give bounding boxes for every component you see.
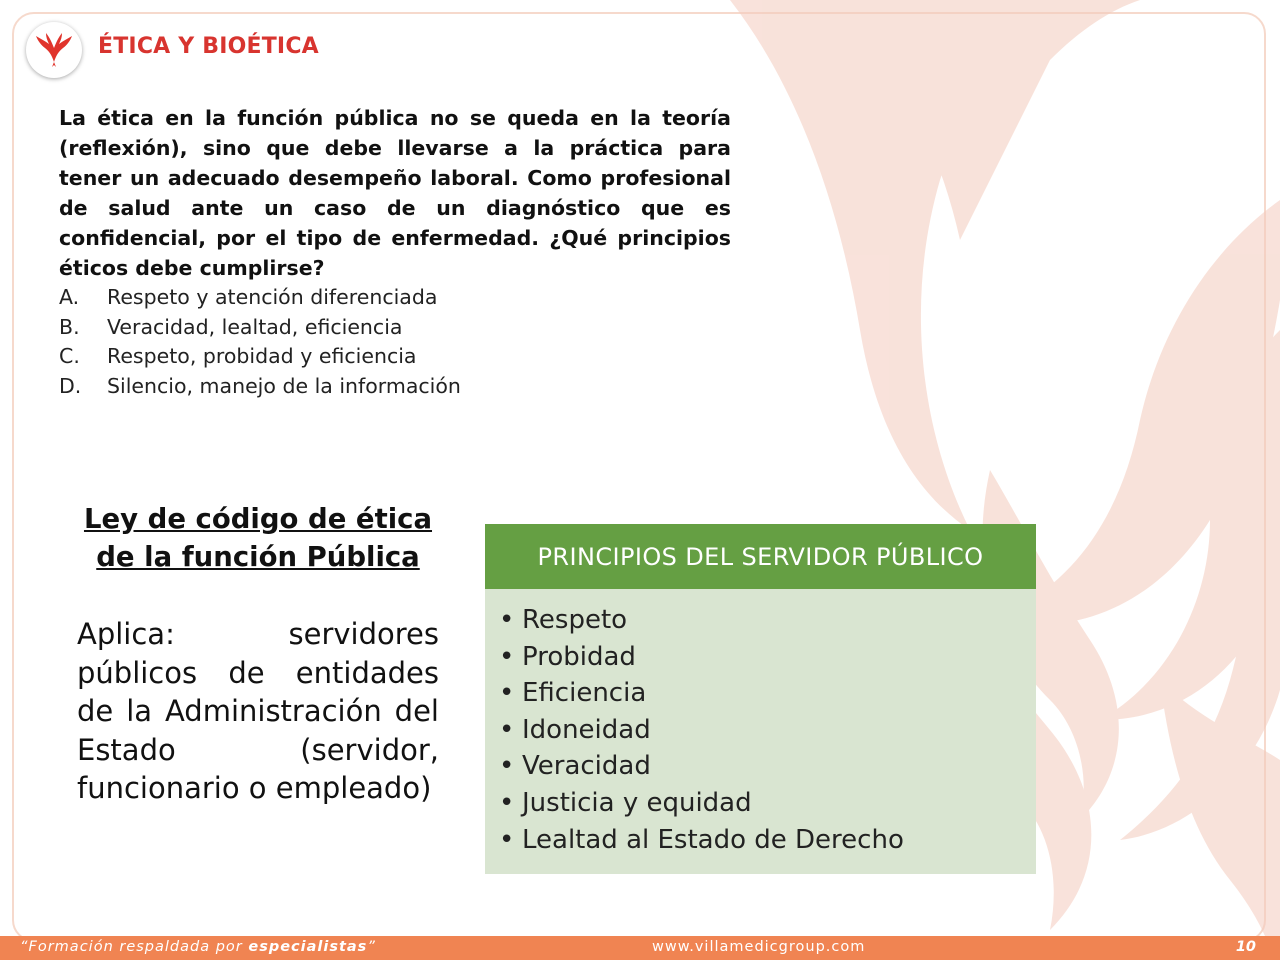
page-number: 10 (1235, 939, 1256, 955)
answer-options (59, 283, 739, 401)
option-text: Silencio, manejo de la información (107, 373, 461, 398)
list-item (499, 675, 1036, 712)
option-a (59, 283, 739, 313)
list-item (499, 602, 1036, 639)
bullet: • (499, 824, 515, 855)
bullet: • (499, 641, 515, 672)
bullet: • (499, 787, 515, 818)
bullet: • (499, 751, 515, 782)
slogan-bold: especialistas (248, 939, 368, 955)
principles-panel (485, 524, 1036, 874)
principles-body (485, 589, 1036, 874)
page-title: ÉTICA Y BIOÉTICA (98, 34, 319, 59)
question-text: La ética en la función pública no se queda en la teoría (reflexión), sino que debe llevarse a la práctica para tener un adecuado desempeño laboral. Como profesional de salud ante un caso de un diagnóstico que es confidencial, por el tipo de enfermedad. ¿Qué principios éticos debe cumplirse? (59, 106, 731, 280)
option-d (59, 372, 739, 402)
principle-label: Eficiencia (522, 678, 647, 709)
slogan-prefix: “Formación respaldada por (20, 939, 249, 955)
list-item (499, 748, 1036, 785)
option-letter: B. (59, 314, 80, 339)
list-item (499, 712, 1036, 749)
principle-label: Idoneidad (522, 714, 651, 745)
bullet: • (499, 678, 515, 709)
option-text: Respeto, probidad y eficiencia (107, 344, 417, 368)
list-item (499, 822, 1036, 859)
principle-label: Respeto (522, 605, 628, 635)
bullet: • (499, 605, 515, 635)
option-text: Respeto y atención diferenciada (107, 285, 438, 309)
bullet: • (499, 714, 515, 745)
option-b (59, 313, 739, 343)
list-item (499, 785, 1036, 822)
law-title: Ley de código de ética de la función Pública (83, 503, 433, 573)
option-c (59, 342, 739, 372)
option-letter: A. (59, 285, 80, 309)
law-body: Aplica: servidores públicos de entidades de la Administración del Estado (servidor, funcionario o empleado) (77, 617, 439, 805)
principle-label: Veracidad (522, 751, 651, 782)
principle-label: Lealtad al Estado de Derecho (522, 824, 904, 855)
list-item (499, 639, 1036, 676)
principle-label: Probidad (522, 641, 636, 672)
footer-slogan (20, 939, 376, 955)
principles-heading: PRINCIPIOS DEL SERVIDOR PÚBLICO (485, 524, 1036, 589)
option-letter: D. (59, 373, 82, 398)
option-text: Veracidad, lealtad, eficiencia (107, 314, 403, 339)
principles-list (499, 602, 1036, 858)
phoenix-logo-icon (34, 32, 74, 68)
option-letter: C. (59, 344, 80, 368)
slogan-suffix: ” (367, 939, 376, 955)
footer-url[interactable]: www.villamedicgroup.com (652, 939, 866, 955)
footer-bar (0, 936, 1280, 960)
principle-label: Justicia y equidad (522, 787, 752, 818)
logo-badge (26, 22, 82, 78)
